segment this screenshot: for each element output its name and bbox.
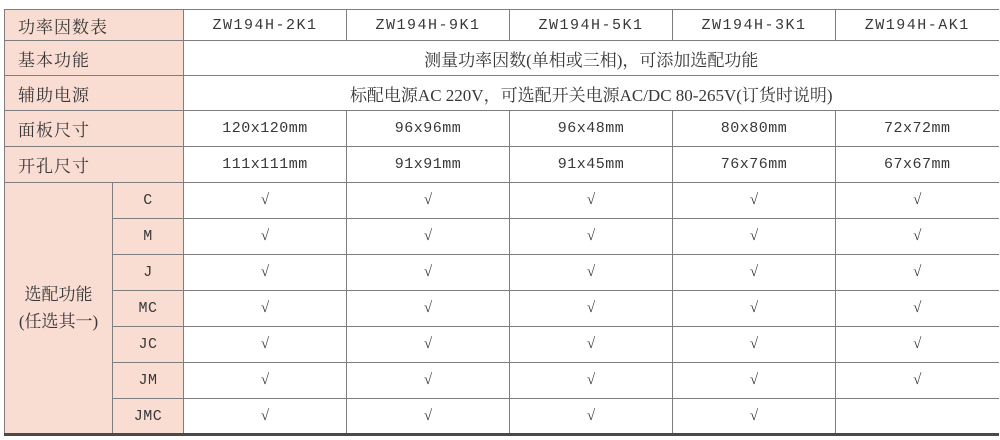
check-cell: √: [184, 219, 347, 255]
option-code-cell: JMC: [113, 399, 184, 435]
check-cell: √: [347, 255, 510, 291]
check-cell: √: [673, 291, 836, 327]
check-cell: √: [510, 255, 673, 291]
row-label-cell: 辅助电源: [5, 76, 184, 111]
table-row-panel-size: [5, 111, 999, 147]
table-row-aux-power: [5, 76, 999, 111]
panel-size-cell: 120x120mm: [184, 111, 347, 147]
cutout-size-cell: 76x76mm: [673, 147, 836, 183]
basic-function-cell: 测量功率因数(单相或三相)，可添加选配功能: [184, 41, 999, 76]
table-row-option-JM: [5, 363, 999, 399]
cutout-size-cell: 91x91mm: [347, 147, 510, 183]
options-group-label-line2: (任选其一): [18, 312, 99, 331]
panel-size-cell: 96x96mm: [347, 111, 510, 147]
check-cell: √: [347, 363, 510, 399]
check-cell: √: [347, 219, 510, 255]
table-row-option-M: [5, 219, 999, 255]
model-header-cell: ZW194H-AK1: [836, 10, 999, 41]
cutout-size-cell: 91x45mm: [510, 147, 673, 183]
options-group-label-line1: 选配功能: [24, 285, 93, 304]
check-cell: √: [673, 255, 836, 291]
check-cell: √: [184, 363, 347, 399]
option-code-cell: J: [113, 255, 184, 291]
check-cell: √: [510, 183, 673, 219]
check-cell: √: [347, 327, 510, 363]
check-cell: √: [510, 363, 673, 399]
model-header-cell: ZW194H-5K1: [510, 10, 673, 41]
model-header-cell: ZW194H-2K1: [184, 10, 347, 41]
options-group-label-cell: [5, 183, 113, 435]
panel-size-cell: 72x72mm: [836, 111, 999, 147]
table-row-header: [5, 10, 999, 41]
check-cell: √: [673, 219, 836, 255]
check-cell: √: [836, 183, 999, 219]
row-label-cell: 开孔尺寸: [5, 147, 184, 183]
check-cell: [836, 399, 999, 435]
check-cell: √: [347, 291, 510, 327]
option-code-cell: JC: [113, 327, 184, 363]
table-row-basic-function: [5, 41, 999, 76]
check-cell: √: [184, 399, 347, 435]
cutout-size-cell: 111x111mm: [184, 147, 347, 183]
check-cell: √: [510, 399, 673, 435]
cutout-size-cell: 67x67mm: [836, 147, 999, 183]
check-cell: √: [510, 291, 673, 327]
table-row-option-C: [5, 183, 999, 219]
table-row-option-J: [5, 255, 999, 291]
check-cell: √: [347, 183, 510, 219]
check-cell: √: [184, 183, 347, 219]
check-cell: √: [836, 327, 999, 363]
check-cell: √: [347, 399, 510, 435]
option-code-cell: MC: [113, 291, 184, 327]
table-row-option-MC: [5, 291, 999, 327]
panel-size-cell: 80x80mm: [673, 111, 836, 147]
check-cell: √: [673, 399, 836, 435]
option-code-cell: M: [113, 219, 184, 255]
aux-power-cell: 标配电源AC 220V，可选配开关电源AC/DC 80-265V(订货时说明): [184, 76, 999, 111]
check-cell: √: [836, 291, 999, 327]
check-cell: √: [184, 291, 347, 327]
option-code-cell: C: [113, 183, 184, 219]
check-cell: √: [673, 327, 836, 363]
check-cell: √: [673, 363, 836, 399]
table-row-option-JMC: [5, 399, 999, 435]
row-label-cell: 面板尺寸: [5, 111, 184, 147]
table-row-option-JC: [5, 327, 999, 363]
row-label-cell: 基本功能: [5, 41, 184, 76]
check-cell: √: [836, 255, 999, 291]
check-cell: √: [184, 255, 347, 291]
panel-size-cell: 96x48mm: [510, 111, 673, 147]
spec-table: [4, 9, 999, 436]
table-row-cutout-size: [5, 147, 999, 183]
model-header-cell: ZW194H-3K1: [673, 10, 836, 41]
check-cell: √: [836, 219, 999, 255]
check-cell: √: [836, 363, 999, 399]
check-cell: √: [184, 327, 347, 363]
table-title-cell: 功率因数表: [5, 10, 184, 41]
check-cell: √: [673, 183, 836, 219]
check-cell: √: [510, 219, 673, 255]
option-code-cell: JM: [113, 363, 184, 399]
check-cell: √: [510, 327, 673, 363]
model-header-cell: ZW194H-9K1: [347, 10, 510, 41]
